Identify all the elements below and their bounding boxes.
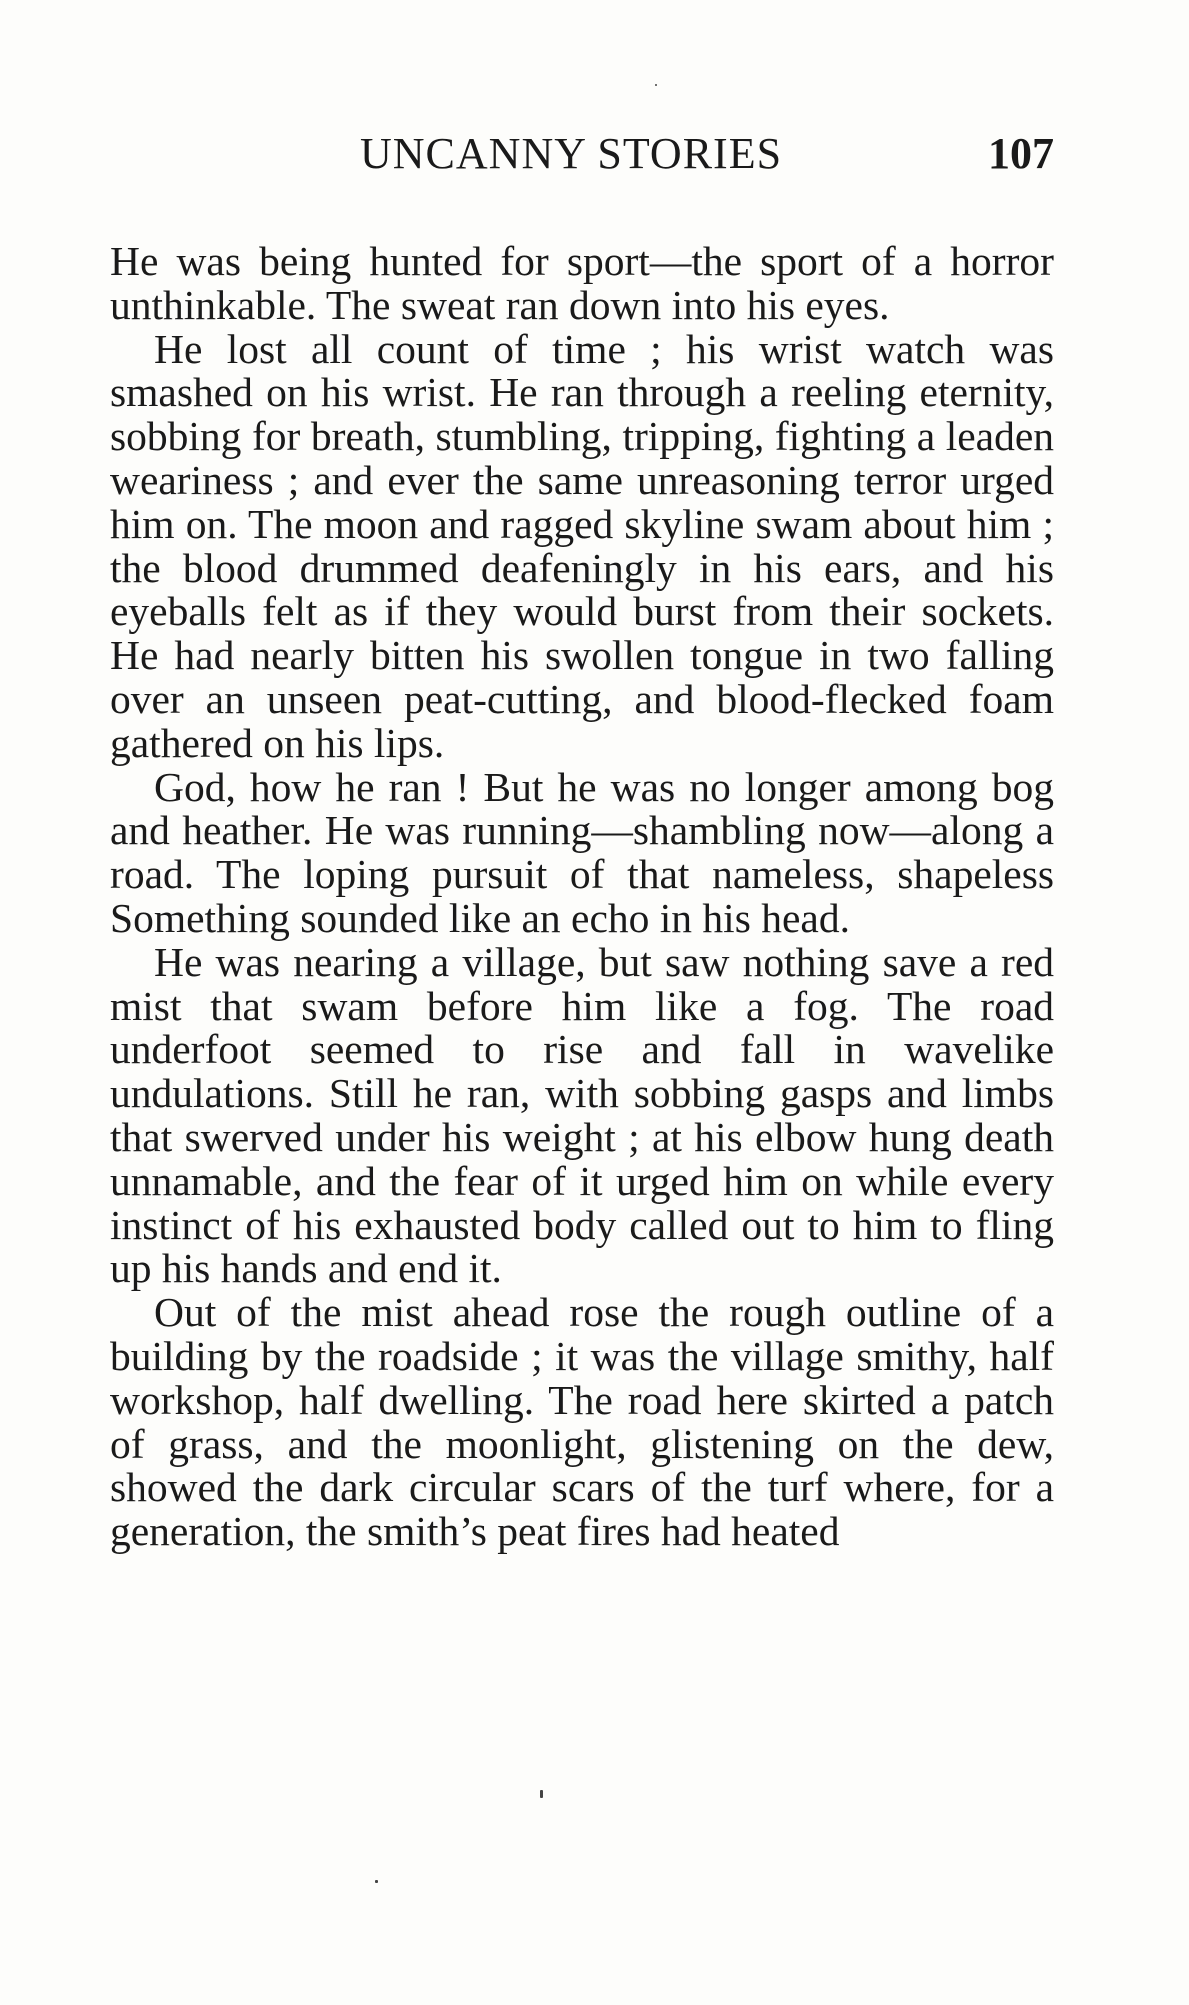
body-text bbox=[110, 240, 1054, 1554]
paragraph-4: He was nearing a village, but saw nothing save a red mist that swam before him like a fog. The road underfoot seemed to rise and fall in wavelike undulations. Still he ran, with sobbing gasps and limbs that swerved under his weight ; at his elbow hung death unnamable, and the fear of it urged him on while every instinct of his exhausted body called out to him to fling up his hands and end it. bbox=[110, 938, 1054, 1292]
scan-speck bbox=[655, 84, 657, 86]
scan-speck bbox=[540, 1790, 543, 1798]
paragraph-5: Out of the mist ahead rose the rough outline of a building by the roadside ; it was the village smithy, half workshop, half dwelling. The road here skirted a patch of grass, and the moonlight, glistening on the dew, showed the dark circular scars of the turf where, for a generation, the smith’s peat fires had heated bbox=[110, 1289, 1054, 1555]
book-page bbox=[110, 128, 1054, 1554]
scan-speck bbox=[375, 1880, 378, 1883]
paragraph-1: He was being hunted for sport—the sport of a horror unthinkable. The sweat ran down into his eyes. bbox=[110, 238, 1054, 328]
running-head bbox=[110, 128, 1054, 180]
running-title: UNCANNY STORIES bbox=[360, 129, 783, 178]
page-number: 107 bbox=[988, 129, 1054, 178]
paragraph-3: God, how he ran ! But he was no longer among bog and heather. He was running—shambling now—along a road. The loping pursuit of that nameless, shapeless Something sounded like an echo in his head. bbox=[110, 763, 1054, 941]
paragraph-2: He lost all count of time ; his wrist watch was smashed on his wrist. He ran through a reeling eternity, sobbing for breath, stumbling, tripping, fighting a leaden weariness ; and ever the same unreasoning terror urged him on. The moon and ragged skyline swam about him ; the blood drummed deafeningly in his ears, and his eyeballs felt as if they would burst from their sockets. He had nearly bitten his swollen tongue in two falling over an unseen peat-cutting, and blood-flecked foam gathered on his lips. bbox=[110, 325, 1054, 766]
